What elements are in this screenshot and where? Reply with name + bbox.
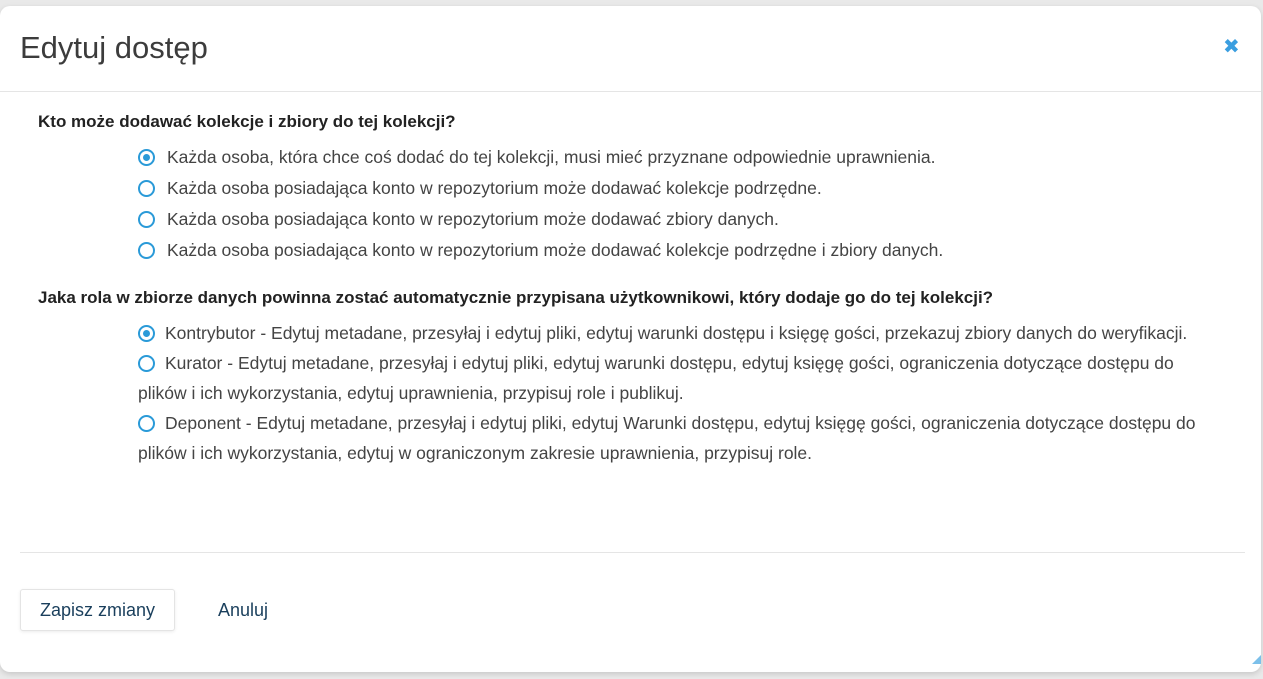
radio-option-depositor[interactable] bbox=[138, 408, 1223, 468]
dialog-title: Edytuj dostęp bbox=[20, 30, 208, 65]
option-label: Kontrybutor - Edytuj metadane, przesyłaj i edytuj pliki, edytuj warunki dostępu i księgę gości, przekazuj zbiory danych do weryfikacji. bbox=[165, 323, 1188, 343]
resize-handle-icon[interactable] bbox=[1252, 655, 1261, 664]
radio-option-datasets[interactable] bbox=[138, 204, 1223, 235]
radio-button[interactable] bbox=[138, 180, 155, 197]
radio-button[interactable] bbox=[138, 242, 155, 259]
radio-button[interactable] bbox=[138, 211, 155, 228]
radio-option-curator[interactable] bbox=[138, 348, 1223, 408]
option-label: Każda osoba, która chce coś dodać do tej kolekcji, musi mieć przyznane odpowiednie uprawnienia. bbox=[167, 147, 936, 167]
option-label: Każda osoba posiadająca konto w repozytorium może dodawać kolekcje podrzędne i zbiory danych. bbox=[167, 240, 944, 260]
edit-access-dialog bbox=[0, 6, 1261, 672]
footer-divider bbox=[20, 552, 1245, 553]
radio-option-permissions-required[interactable] bbox=[138, 142, 1223, 173]
default-role-options bbox=[138, 318, 1223, 468]
option-label: Deponent - Edytuj metadane, przesyłaj i edytuj pliki, edytuj Warunki dostępu, edytuj księgę gości, ograniczenia dotyczące dostępu do plików i ich wykorzystania, edytuj w ograniczonym zakresie uprawnienia, przypisuj role. bbox=[138, 413, 1196, 463]
question-default-role: Jaka rola w zbiorze danych powinna zostać automatycznie przypisana użytkownikowi, który dodaje go do tej kolekcji? bbox=[38, 288, 994, 307]
radio-button[interactable] bbox=[138, 355, 155, 372]
radio-button-checked[interactable] bbox=[138, 149, 155, 166]
radio-button[interactable] bbox=[138, 415, 155, 432]
close-icon[interactable]: ✖ bbox=[1223, 36, 1240, 58]
radio-button-checked[interactable] bbox=[138, 325, 155, 342]
save-changes-button[interactable]: Zapisz zmiany bbox=[20, 589, 175, 631]
option-label: Każda osoba posiadająca konto w repozytorium może dodawać kolekcje podrzędne. bbox=[167, 178, 822, 198]
cancel-button[interactable]: Anuluj bbox=[208, 589, 278, 631]
radio-option-subcollections-and-datasets[interactable] bbox=[138, 235, 1223, 266]
dialog-header bbox=[0, 6, 1261, 92]
radio-option-subcollections[interactable] bbox=[138, 173, 1223, 204]
option-label: Kurator - Edytuj metadane, przesyłaj i edytuj pliki, edytuj warunki dostępu, edytuj księgę gości, ograniczenia dotyczące dostępu do plików i ich wykorzystania, edytuj uprawnienia, przypisuj role i publikuj. bbox=[138, 353, 1174, 403]
option-label: Każda osoba posiadająca konto w repozytorium może dodawać zbiory danych. bbox=[167, 209, 779, 229]
question-who-can-add: Kto może dodawać kolekcje i zbiory do tej kolekcji? bbox=[38, 112, 456, 131]
dialog-body bbox=[0, 92, 1261, 468]
radio-option-contributor[interactable] bbox=[138, 318, 1223, 348]
who-can-add-options bbox=[138, 142, 1223, 266]
